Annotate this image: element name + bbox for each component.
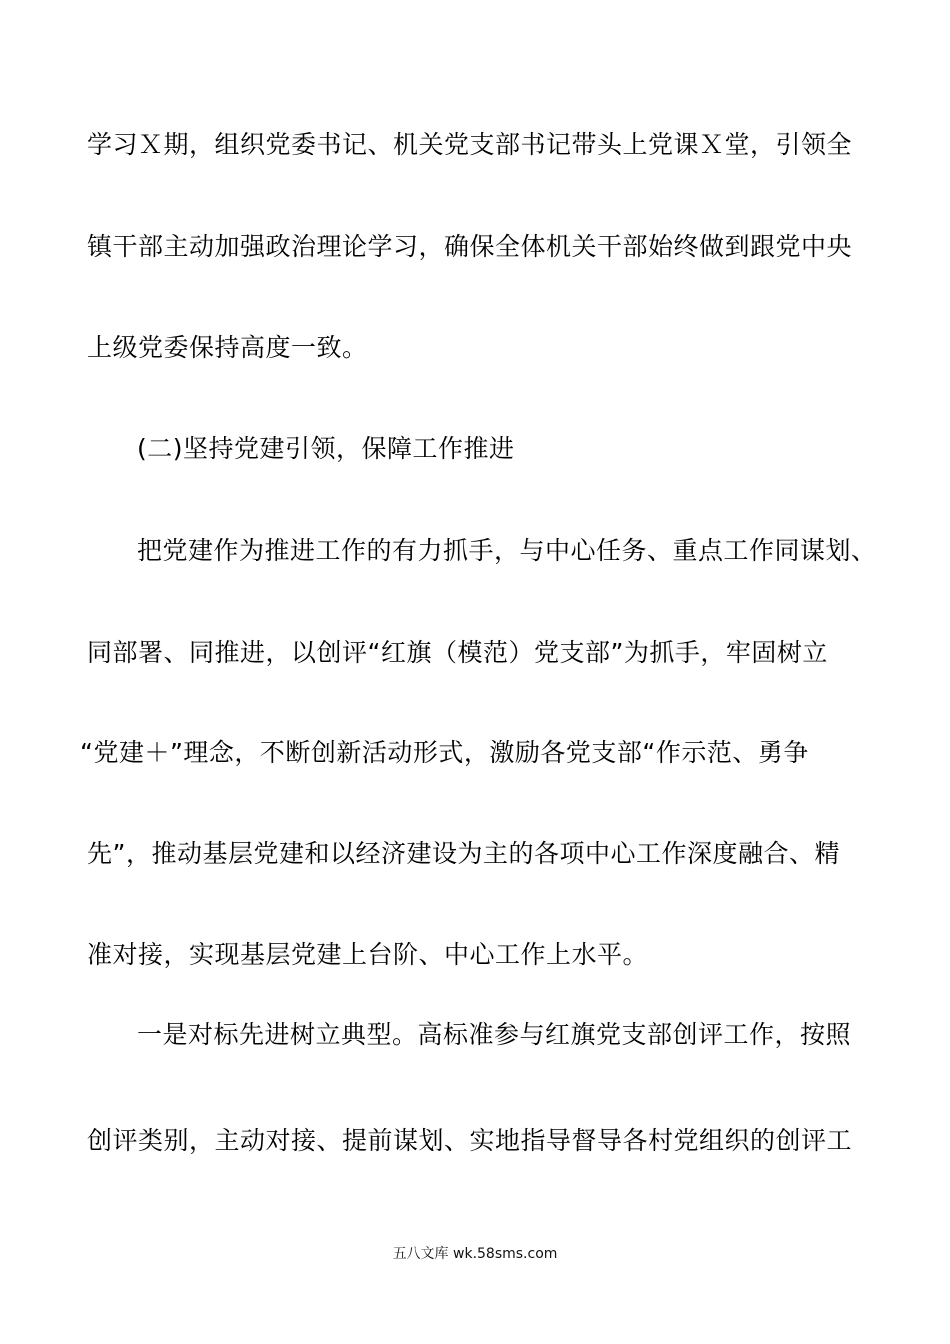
- paragraph-3-line-5: 准对接，实现基层党建上台阶、中心工作上水平。: [87, 940, 649, 969]
- paragraph-3-line-4: 先”，推动基层党建和以经济建设为主的各项中心工作深度融合、精: [87, 839, 840, 868]
- footer-watermark: 五八文库 wk.58sms.com: [392, 1246, 558, 1262]
- paragraph-1-line-1: 学习Ｘ期，组织党委书记、机关党支部书记带头上党课Ｘ堂，引领全: [87, 130, 853, 159]
- paragraph-1-line-3: 上级党委保持高度一致。: [87, 333, 368, 362]
- paragraph-3-line-1: 把党建作为推进工作的有力抓手，与中心任务、重点工作同谋划、: [137, 536, 877, 565]
- paragraph-3-line-3: “党建＋”理念，不断创新活动形式，激励各党支部“作示范、勇争: [80, 738, 809, 767]
- paragraph-1-line-2: 镇干部主动加强政治理论学习，确保全体机关干部始终做到跟党中央: [87, 232, 853, 261]
- paragraph-4-line-2: 创评类别，主动对接、提前谋划、实地指导督导各村党组织的创评工: [87, 1126, 853, 1155]
- paragraph-3-line-2: 同部署、同推进，以创评“红旗（模范）党支部”为抓手，牢固树立: [87, 638, 828, 667]
- section-heading: (二)坚持党建引领，保障工作推进: [137, 434, 515, 463]
- paragraph-4-line-1: 一是对标先进树立典型。高标准参与红旗党支部创评工作，按照: [137, 1020, 852, 1049]
